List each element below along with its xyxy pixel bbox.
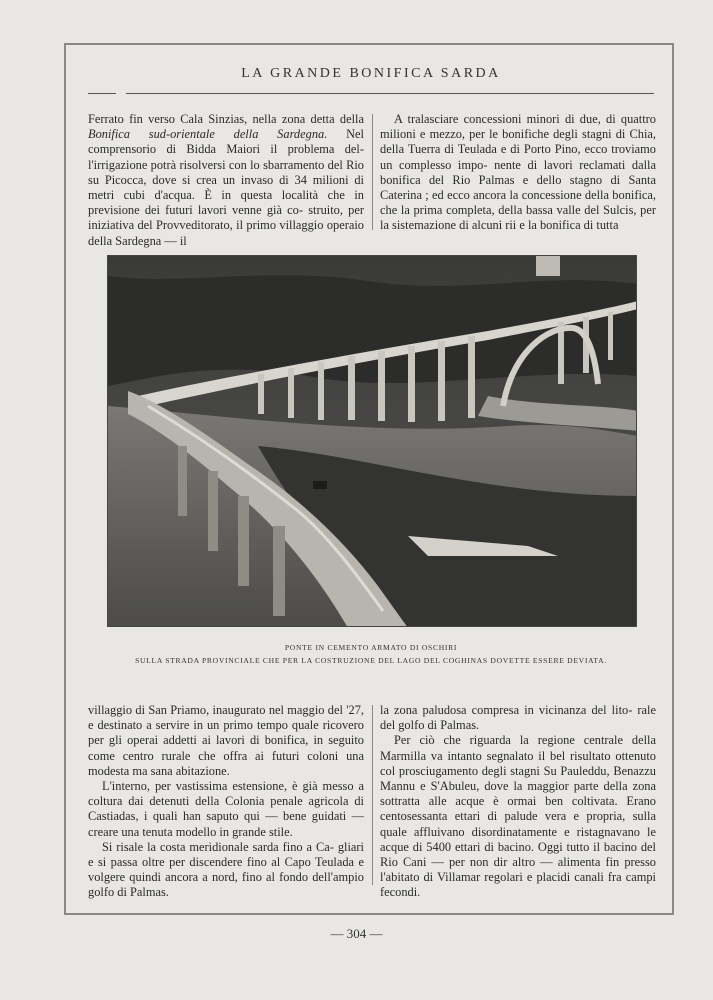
bridge-illustration (108, 256, 637, 627)
column-bottom-left (88, 703, 364, 901)
paragraph: Si risale la costa meridionale sarda fino a Ca- gliari e si passa oltre per discendere fino al Capo Teulada e volgere quindi ancora a nord, fino al fondo dell'ampio golfo di Palmas. (88, 839, 364, 900)
paragraph: Per ciò che riguarda la regione centrale della Marmilla va intanto segnalato il bel risultato ottenuto col prosciugamento degli stagni Su Pauleddu, Benazzu Mannu e S'Abuleu, dove la maggior parte della zona sottratta alle acque è ormai ben coltivata. Erano centosessanta ettari di palude vera e propria, sulla quale affluivano disordinatamente e ristagnavano le acque di 5400 ettari di bacino. Oggi tutto il bacino del Rio Cani — per non dir altro — alimenta fin presso l'abitato di Villamar regolari e placidi canali fra campi fecondi. (380, 733, 656, 900)
paragraph: Ferrato fin verso Cala Sinzias, nella zona detta della Bonifica sud-orientale della Sardegna. Nel comprensorio di Bidda Maiori il problema del- l'irrigazione potrà risolversi con lo sbarramento del Rio su Picocca, dove si crea un invaso di 34 milioni di metri cubi d'acqua. È in questa località che in previsione dei futuri lavori venne già co- struito, per iniziativa del Provveditorato, il primo villaggio operaio della Sardegna — il (88, 112, 364, 248)
automobile (313, 481, 327, 489)
paragraph: L'interno, per vastissima estensione, è già messo a coltura dai detenuti della Colonia penale agricola di Castiadas, i quali han saputo qui — bene guidati — creare una tenuta modello in grande stile. (88, 779, 364, 839)
column-divider-bottom (372, 705, 373, 885)
column-divider-top (372, 114, 373, 230)
photo-caption-line1: PONTE IN CEMENTO ARMATO DI OSCHIRI (284, 643, 458, 652)
building (536, 256, 560, 276)
paragraph: villaggio di San Priamo, inaugurato nel maggio del '27, e destinato a servire in un primo tempo quale ricovero per gli operai addetti ai lavori di bonifica, in seguito come centro rurale che offra ai futuri coloni una modesta ma sana abitazione. (88, 703, 364, 778)
column-top-left (88, 112, 364, 249)
paragraph: la zona paludosa compresa in vicinanza del lito- rale del golfo di Palmas. (380, 703, 656, 733)
page-number: — 304 — (330, 926, 383, 941)
header-rule-right (126, 93, 654, 94)
paragraph: A tralasciare concessioni minori di due, di quattro milioni e mezzo, per le bonifiche degli stagni di Chia, della Tuerra di Teulada e di Porto Pino, ecco troviamo un complesso impo- nente di lavori reclamati dalla bonifica del Rio Palmas e dello stagno di Santa Caterina ; ed ecco ancora la concessione della bonifica, che la prima completa, della bassa valle del Sulcis, per la sistemazione di alcuni rii e la bonifica di tutta (380, 112, 656, 233)
photo-caption-line2: SULLA STRADA PROVINCIALE CHE PER LA COSTRUZIONE DEL LAGO DEL COGHINAS DOVETTE ESSERE DEVIATA. (135, 656, 607, 665)
header-rule-left (88, 93, 116, 94)
bridge-photograph (107, 255, 637, 627)
running-header: LA GRANDE BONIFICA SARDA (241, 66, 501, 81)
column-top-right (380, 112, 656, 234)
emphasis-text: Bonifica sud-orientale della Sardegna. (88, 127, 328, 142)
column-bottom-right (380, 703, 656, 901)
